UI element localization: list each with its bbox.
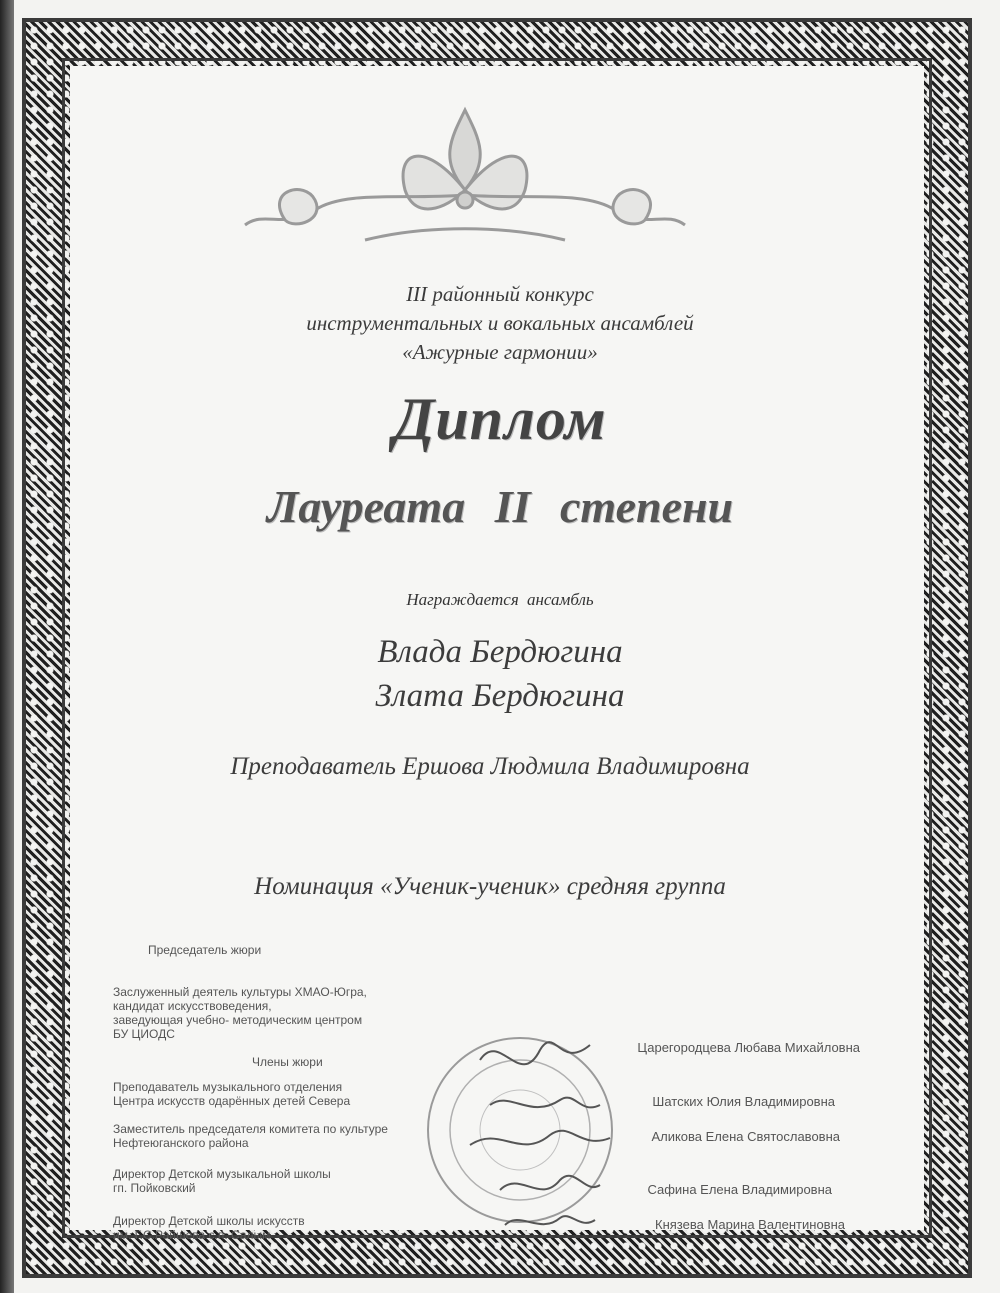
jury-chair-label: Председатель жюри (148, 943, 262, 957)
member-title-line: Преподаватель музыкального отделения (113, 1080, 343, 1094)
jury-members-label: Члены жюри (252, 1055, 323, 1069)
ensemble-member-name: Злата Бердюгина (375, 678, 625, 714)
floral-ornament (225, 100, 705, 260)
chair-title-line: кандидат искусствоведения, (113, 999, 272, 1013)
member-title-line: Заместитель председателя комитета по культуре (113, 1122, 388, 1136)
chair-title-line: БУ ЦИОДС (113, 1027, 175, 1041)
member-title-line: им. Г.С.Райшева с.п. Салым (113, 1228, 271, 1242)
laureate-degree: Лауреата II степени (266, 481, 734, 532)
nomination-line: Номинация «Ученик-ученик» средняя группа (254, 873, 726, 900)
jury-name: Аликова Елена Святославовна (651, 1129, 840, 1144)
jury-member-title (113, 1214, 305, 1242)
jury-name: Сафина Елена Владимировна (647, 1182, 832, 1197)
jury-name: Царегородцева Любава Михайловна (637, 1040, 860, 1055)
member-title-line: гп. Пойковский (113, 1181, 196, 1195)
ensemble-member-name: Влада Бердюгина (377, 634, 623, 670)
ensemble-names (0, 630, 1000, 718)
member-title-line: Директор Детской школы искусств (113, 1214, 305, 1228)
jury-member-title (113, 1167, 331, 1195)
member-title-line: Директор Детской музыкальной школы (113, 1167, 331, 1181)
jury-member-title (113, 1122, 388, 1150)
contest-line-3: «Ажурные гармонии» (402, 340, 598, 364)
member-title-line: Центра искусств одарённых детей Севера (113, 1094, 351, 1108)
jury-name: Князева Марина Валентиновна (655, 1217, 845, 1232)
jury-chair-title (113, 985, 367, 1041)
contest-line-2: инструментальных и вокальных ансамблей (306, 311, 694, 335)
awarded-label: Награждается ансамбль (406, 590, 594, 609)
jury-name: Шатских Юлия Владимировна (652, 1094, 835, 1109)
teacher-line: Преподаватель Ершова Людмила Владимировна (230, 753, 750, 780)
chair-title-line: заведующая учебно- методическим центром (113, 1013, 363, 1027)
contest-title (0, 280, 1000, 367)
member-title-line: Нефтеюганского района (113, 1136, 249, 1150)
jury-member-title (113, 1080, 350, 1108)
contest-line-1: III районный конкурс (406, 282, 594, 306)
diploma-heading: Диплом (393, 386, 607, 452)
chair-title-line: Заслуженный деятель культуры ХМАО-Югра, (113, 985, 367, 999)
